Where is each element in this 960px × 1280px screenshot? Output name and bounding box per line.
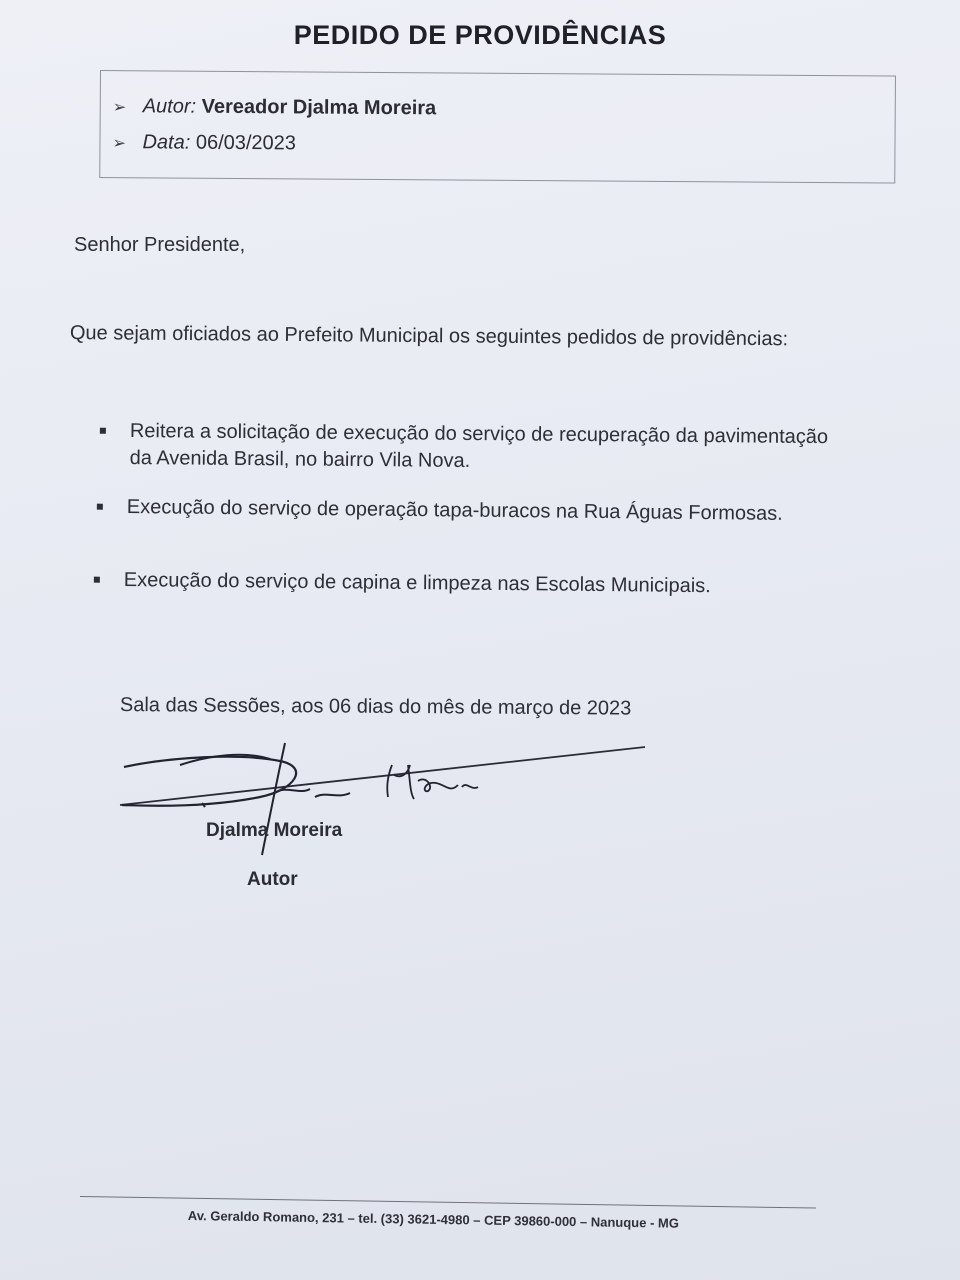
signature-line <box>120 747 645 805</box>
request-item-line: Reitera a solicitação de execução do serviço de recuperação da pavimentação <box>129 419 829 449</box>
date-line <box>112 131 296 155</box>
closing-line: Sala das Sessões, aos 06 dias do mês de março de 2023 <box>119 694 632 720</box>
author-line <box>113 95 437 120</box>
salutation: Senhor Presidente, <box>74 234 246 256</box>
arrow-bullet-icon: ➢ <box>112 99 127 117</box>
document-title: PEDIDO DE PROVIDÊNCIAS <box>293 20 667 50</box>
request-item-line: Execução do serviço de capina e limpeza nas Escolas Municipais. <box>123 568 711 598</box>
arrow-bullet-icon: ➢ <box>112 135 126 153</box>
signatory-name: Djalma Moreira <box>206 820 343 841</box>
request-item <box>130 418 829 478</box>
signatory-role: Autor <box>247 869 298 890</box>
signature-stroke <box>180 755 270 765</box>
signature-stroke <box>275 789 350 797</box>
date-label: Data: <box>142 131 191 154</box>
request-item <box>124 567 711 600</box>
request-item <box>127 494 783 528</box>
author-label: Autor: <box>142 95 197 118</box>
footer-divider <box>80 1196 816 1209</box>
intro-paragraph: Que sejam oficiados ao Prefeito Municipal os seguintes pedidos de providências: <box>69 322 789 351</box>
bullet-square-icon <box>100 428 106 434</box>
request-item-line: da Avenida Brasil, no bairro Vila Nova. <box>129 446 471 472</box>
meta-box <box>99 70 896 184</box>
date-value: 06/03/2023 <box>195 131 297 155</box>
bullet-square-icon <box>97 504 103 510</box>
footer-address: Av. Geraldo Romano, 231 – tel. (33) 3621-4980 – CEP 39860-000 – Nanuque - MG <box>187 1208 680 1231</box>
handwritten-signature <box>110 735 650 865</box>
author-value: Vereador Djalma Moreira <box>201 95 437 120</box>
bullet-square-icon <box>94 577 100 583</box>
signature-stroke <box>122 757 296 806</box>
request-item-line: Execução do serviço de operação tapa-buracos na Rua Águas Formosas. <box>126 495 783 525</box>
